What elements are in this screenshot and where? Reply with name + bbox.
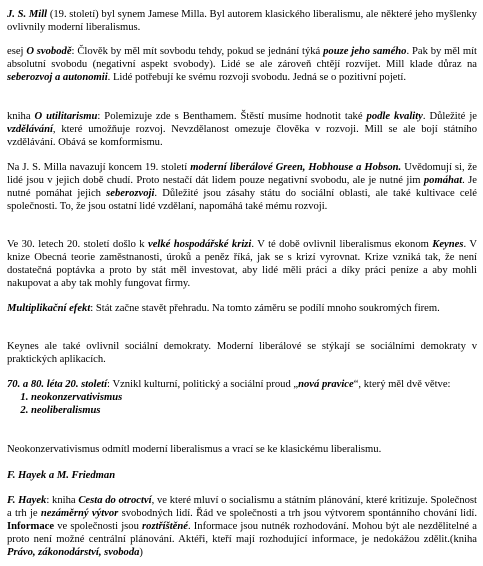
new-right-branches-list	[7, 391, 477, 417]
paragraph-keynes: Ve 30. letech 20. století došlo k velké hospodářské krizi. V té době ovlivnil liberalismus ekonom Keynes. V knize Obecná teorie zaměstnanosti, úroků a peněz říká, jak se s krizí vyrovnat. Krize vzniká tak, že není dostatečná poptávka a proto by stát měl investovat, aby lidé měli práci a díky práci peníze a aby mohli nakupovat a aby tak mohly fungovat firmy.	[7, 239, 477, 289]
paragraph-multiplier-effect: Multiplikační efekt: Stát začne stavět přehradu. Na tomto záměru se podílí mnoho soukromých firem.	[7, 303, 440, 314]
paragraph-mill-intro: J. S. Mill (19. století) byl synem Jamese Milla. Byl autorem klasického liberalismu, ale některé jeho myšlenky ovlivnily moderní liberalismus.	[7, 9, 477, 33]
paragraph-neoconservatism: Neokonzervativismus odmítl moderní liberalismus a vrací se ke klasickému liberalismu.	[7, 444, 382, 455]
list-item: 1. neokonzervativismus	[31, 391, 477, 404]
list-item: 2. neoliberalismus	[31, 404, 477, 417]
mill-name: J. S. Mill	[7, 9, 48, 20]
paragraph-keynes-social-democrats: Keynes ale také ovlivnil sociální demokraty. Moderní liberálové se stýkají se sociálními demokraty v praktických aplikacích.	[7, 341, 477, 365]
paragraph-hayek: F. Hayek: kniha Cesta do otroctví, ve které mluví o socialismu a státním plánování, které kritizuje. Společnost a trh je nezáměrný výtvor svobodných lidí. Řád ve společnosti a trh jsou výtvorem spontánního chování lidí. Informace ve společnosti jsou roztříštěné. Informace jsou nutnék rozhodování. Mohou být ale nezdělitelné a proto není možné centrální plánování. Aktéři, kteří mají rozhodující informace, je nedokážou zdělit.(kniha Právo, zákonodárství, svoboda)	[7, 495, 477, 558]
paragraph-new-right: 70. a 80. léta 20. století: Vznikl kulturní, politický a sociální proud „nová pravice“, který měl dvě větve: 1. neokonzervativismus 2. neoliberalismus	[7, 378, 477, 417]
paragraph-o-utilitarismu: kniha O utilitarismu: Polemizuje zde s Benthamem. Štěstí musíme hodnotit také podle kvality. Důležité je vzdělávání, které umožňuje rozvoj. Nevzdělanost omezuje člověka v rozvoji. Mill se ale bojí státního vzdělávání. Obává se komformismu.	[7, 111, 477, 148]
heading-hayek-friedman: F. Hayek a M. Friedman	[7, 470, 116, 481]
paragraph-o-svobode: esej O svobodě: Člověk by měl mít sovbodu tehdy, pokud se jednání týká pouze jeho samého. Pak by měl mít absolutní svobodu (negativní aspekt svobody). Lidé se ale zároveň chtějí rozvíjet. Mill klade důraz na seberozvoj a autonomii. Lidé potřebují ke svému rozvoji svobodu. Jedná se o pozitivní pojetí.	[7, 46, 477, 83]
paragraph-modern-liberals: Na J. S. Milla navazují koncem 19. století moderní liberálové Green, Hobhouse a Hobson. Uvědomují si, že lidé jsou v jejich době chudí. Proto nestačí dát lidem pouze negativní svobodu, ale je nutné jim pomáhat. Je nutné pomáhat jejich seberozvoji. Důležité jsou zásahy státu do sociální oblasti, ale také kultivace celé společnosti. To, že jsou ostatní lidé vzdělaní, napomáhá také mému rozvoji.	[7, 162, 478, 212]
